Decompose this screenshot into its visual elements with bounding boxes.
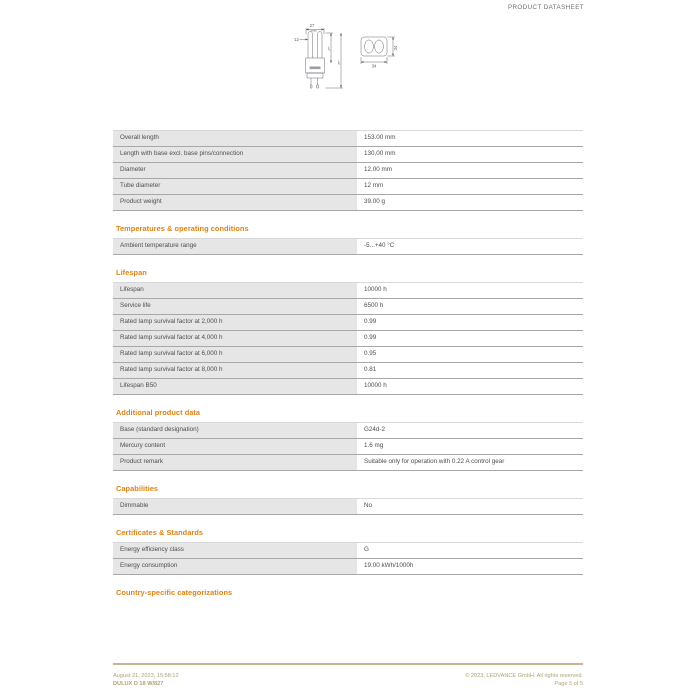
spec-label: Length with base excl. base pins/connection [113,147,357,163]
section-title: Country-specific categorizations [116,588,233,597]
table-row [113,347,583,363]
page-footer [113,663,583,689]
drawing-label-cross-height: 34 [393,45,398,51]
spec-value: 0.99 [357,315,583,331]
spec-value: 12.00 mm [357,163,583,179]
spec-value: 10000 h [357,283,583,299]
spec-label: Lifespan [113,283,357,299]
drawing-label-length-b: l₂ [337,60,341,65]
spec-label: Energy consumption [113,559,357,575]
section-title: Additional product data [116,408,201,417]
spec-label: Dimmable [113,499,357,515]
footer-product-name: DULUX D 18 W/827 [113,681,164,688]
spec-table [113,498,583,515]
spec-value: 0.99 [357,331,583,347]
table-row [113,331,583,347]
table-row [113,179,583,195]
spec-label: Ambient temperature range [113,239,357,255]
footer-timestamp: August 21, 2023, 15:58:12 [113,672,179,679]
spec-value: 39.00 g [357,195,583,211]
footer-left-block [113,672,179,689]
spec-label: Mercury content [113,439,357,455]
section-title: Temperatures & operating conditions [116,224,249,233]
spec-value: 130,00 mm [357,147,583,163]
spec-table [113,422,583,471]
spec-label: Tube diameter [113,179,357,195]
spec-value: 0.81 [357,363,583,379]
table-row [113,283,583,299]
spec-value: 10000 h [357,379,583,395]
spec-value: 1.6 mg [357,439,583,455]
table-row [113,163,583,179]
page-header [0,0,700,14]
table-row [113,315,583,331]
section-title: Lifespan [116,268,147,277]
section-title: Capabilities [116,484,159,493]
table-row [113,299,583,315]
spec-label: Product weight [113,195,357,211]
spec-value: 12 mm [357,179,583,195]
table-row [113,239,583,255]
spec-label: Energy efficiency class [113,543,357,559]
footer-page-number: Page 5 of 5 [554,681,583,688]
spec-table [113,238,583,255]
spec-value: G24d-2 [357,423,583,439]
table-row [113,147,583,163]
spec-label: Service life [113,299,357,315]
spec-label: Rated lamp survival factor at 2,000 h [113,315,357,331]
specifications-content [113,130,583,602]
page-header-title: PRODUCT DATASHEET [507,3,584,11]
spec-label: Lifespan B50 [113,379,357,395]
footer-divider [113,663,583,665]
spec-label: Rated lamp survival factor at 8,000 h [113,363,357,379]
drawing-label-cross-width: 34 [371,63,377,69]
footer-copyright: © 2023, LEDVANCE GmbH. All rights reserved. [465,672,583,679]
product-dimension-drawing [284,22,416,106]
spec-table [113,130,583,211]
spec-label: Base (standard designation) [113,423,357,439]
spec-value: G [357,543,583,559]
spec-value: 153.00 mm [357,131,583,147]
spec-table [113,282,583,395]
table-row [113,543,583,559]
table-row [113,499,583,515]
spec-label: Product remark [113,455,357,471]
spec-value: -5...+40 °C [357,239,583,255]
table-row [113,379,583,395]
spec-label: Rated lamp survival factor at 4,000 h [113,331,357,347]
spec-label: Diameter [113,163,357,179]
spec-value: Suitable only for operation with 0.22 A control gear [357,455,583,471]
section-title: Certificates & Standards [116,528,204,537]
table-row [113,131,583,147]
table-row [113,559,583,575]
drawing-label-length-a: l₁ [327,46,331,51]
spec-label: Rated lamp survival factor at 6,000 h [113,347,357,363]
table-row [113,455,583,471]
spec-value: No [357,499,583,515]
table-row [113,423,583,439]
table-row [113,439,583,455]
drawing-label-tube-diameter: 12 [294,37,299,42]
table-row [113,195,583,211]
drawing-label-top-width: 27 [309,23,315,29]
footer-right-block [465,672,583,689]
spec-value: 19.00 kWh/1000h [357,559,583,575]
spec-label: Overall length [113,131,357,147]
spec-table [113,542,583,575]
spec-value: 0.95 [357,347,583,363]
drawing-label-top-width-note: max. [310,28,318,33]
table-row [113,363,583,379]
spec-value: 6500 h [357,299,583,315]
